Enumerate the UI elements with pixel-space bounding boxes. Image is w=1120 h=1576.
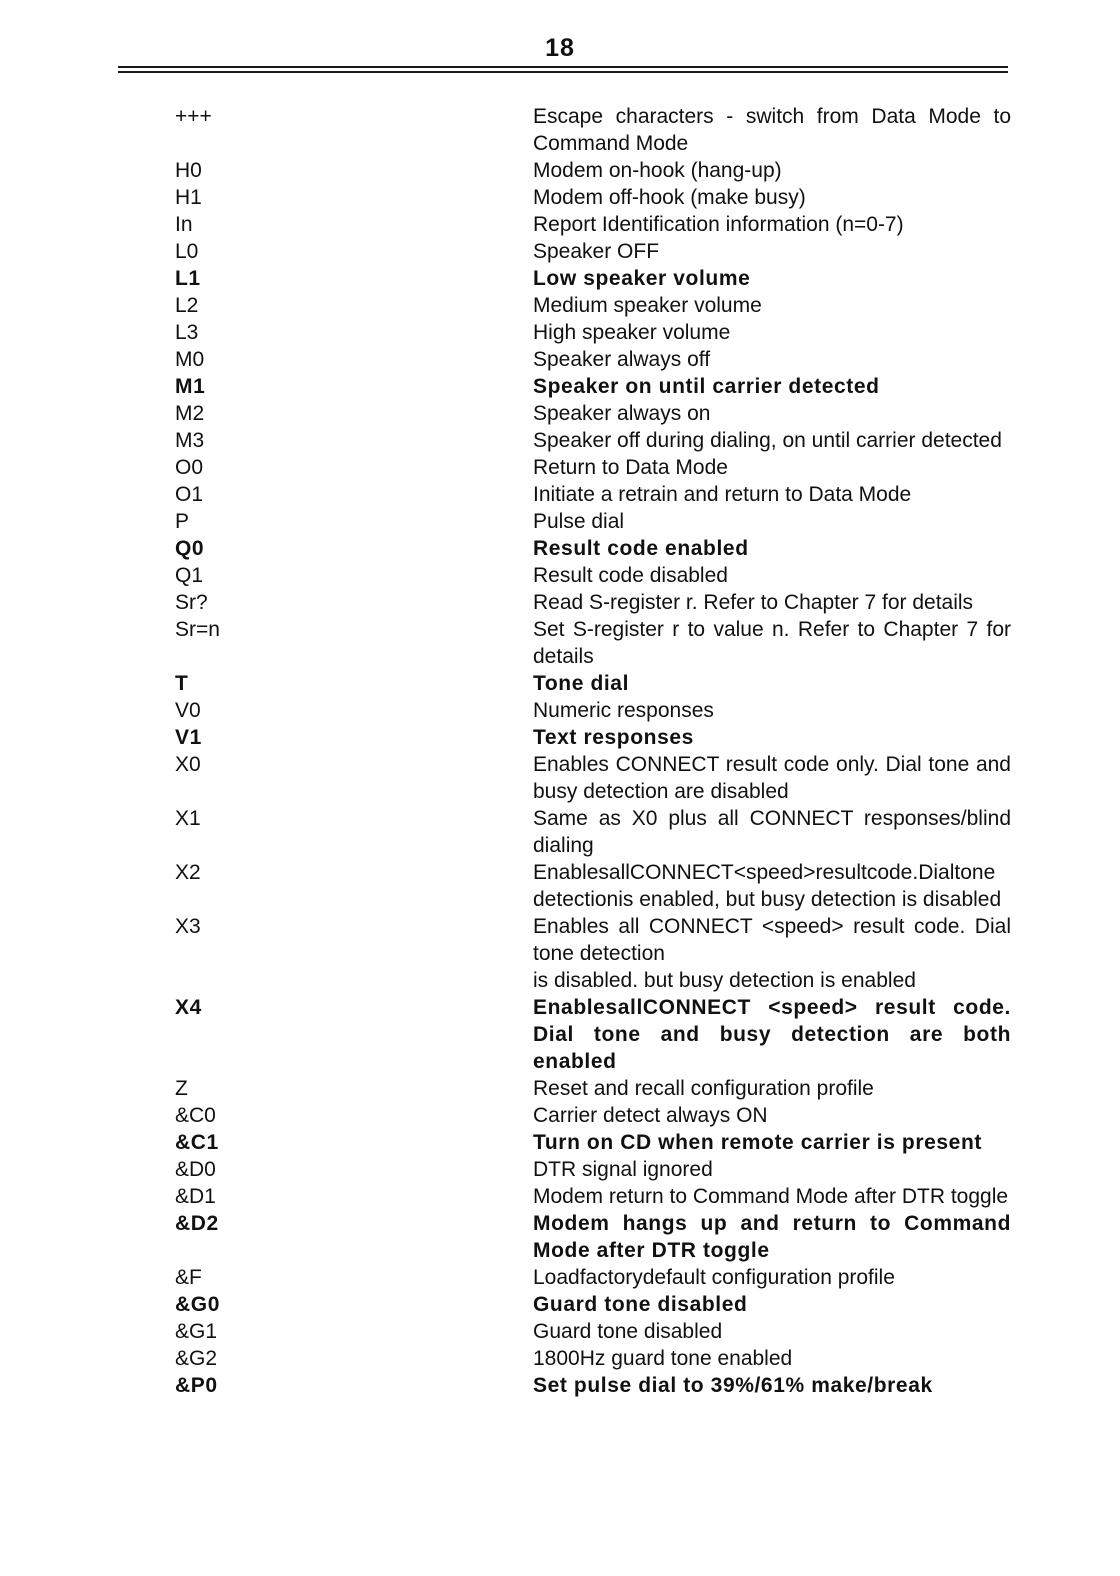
command-row: [0, 211, 1120, 238]
command-row: [0, 994, 1120, 1075]
command-code: X1: [175, 807, 201, 830]
command-row: [0, 292, 1120, 319]
command-row: [0, 1210, 1120, 1264]
command-code: &P0: [175, 1374, 218, 1397]
command-code: M3: [175, 429, 205, 452]
command-code: &C1: [175, 1131, 219, 1154]
command-description: Set pulse dial to 39%/61% make/break: [533, 1374, 933, 1397]
command-row: [0, 346, 1120, 373]
command-code: X2: [175, 861, 201, 884]
command-description: Set S-register r to value n. Refer to Chapter 7 for details: [533, 618, 1011, 668]
command-row: [0, 859, 1120, 913]
command-description: Guard tone disabled: [533, 1293, 748, 1316]
command-row: [0, 427, 1120, 454]
command-description: Enables all CONNECT <speed> result code. Dial tone detection is disabled. but busy detection is enabled: [533, 915, 1011, 992]
command-description: Modem off-hook (make busy): [533, 186, 806, 209]
command-code: L1: [175, 267, 201, 290]
command-row: [0, 1372, 1120, 1399]
command-code: Sr?: [175, 591, 208, 614]
command-code: X4: [175, 996, 202, 1019]
command-code: Q1: [175, 564, 204, 587]
command-row: [0, 1318, 1120, 1345]
command-description: Reset and recall configuration profile: [533, 1077, 874, 1100]
command-row: [0, 1291, 1120, 1318]
command-row: [0, 373, 1120, 400]
command-row: [0, 454, 1120, 481]
command-description: Speaker OFF: [533, 240, 660, 263]
command-row: [0, 265, 1120, 292]
command-code: Q0: [175, 537, 205, 560]
command-row: [0, 589, 1120, 616]
command-code: X3: [175, 915, 201, 938]
command-row: [0, 724, 1120, 751]
command-row: [0, 1264, 1120, 1291]
command-row: [0, 157, 1120, 184]
command-code: P: [175, 510, 190, 533]
command-description: Speaker always off: [533, 348, 711, 371]
command-description: Tone dial: [533, 672, 630, 695]
command-description: Report Identification information (n=0-7): [533, 213, 904, 236]
command-code: &G2: [175, 1347, 218, 1370]
command-code: M2: [175, 402, 205, 425]
command-code: O0: [175, 456, 204, 479]
command-row: [0, 535, 1120, 562]
command-code: &G1: [175, 1320, 218, 1343]
command-code: &D1: [175, 1185, 216, 1208]
command-row: [0, 400, 1120, 427]
command-description: High speaker volume: [533, 321, 731, 344]
command-description: Medium speaker volume: [533, 294, 762, 317]
command-description: Guard tone disabled: [533, 1320, 723, 1343]
command-description: Modem on-hook (hang-up): [533, 159, 782, 182]
command-row: [0, 805, 1120, 859]
command-description: Speaker on until carrier detected: [533, 375, 880, 398]
command-description: Pulse dial: [533, 510, 625, 533]
command-code: Z: [175, 1077, 188, 1100]
command-description: Escape characters - switch from Data Mode to Command Mode: [533, 105, 1011, 155]
command-row: [0, 238, 1120, 265]
command-description: Loadfactorydefault configuration profile: [533, 1266, 895, 1289]
command-description: Result code disabled: [533, 564, 728, 587]
command-description: Low speaker volume: [533, 267, 751, 290]
command-code: &C0: [175, 1104, 216, 1127]
command-description: Modem return to Command Mode after DTR toggle: [533, 1185, 1009, 1208]
command-code: L2: [175, 294, 199, 317]
command-code: V1: [175, 726, 202, 749]
command-description: EnablesallCONNECT <speed> result code. Dial tone and busy detection are both enabled: [533, 996, 1011, 1073]
command-row: [0, 562, 1120, 589]
command-description: DTR signal ignored: [533, 1158, 713, 1181]
command-row: [0, 508, 1120, 535]
command-description: 1800Hz guard tone enabled: [533, 1347, 793, 1370]
page-number: 18: [545, 34, 575, 62]
command-code: L3: [175, 321, 199, 344]
command-code: M1: [175, 375, 206, 398]
command-code: &D2: [175, 1212, 219, 1235]
command-description: Read S-register r. Refer to Chapter 7 for details: [533, 591, 974, 614]
command-code: T: [175, 672, 189, 695]
command-description: Numeric responses: [533, 699, 714, 722]
command-row: [0, 697, 1120, 724]
command-row: [0, 1129, 1120, 1156]
command-code: H0: [175, 159, 202, 182]
command-row: [0, 1156, 1120, 1183]
command-row: [0, 184, 1120, 211]
command-description: Turn on CD when remote carrier is present: [533, 1131, 982, 1154]
command-row: [0, 1183, 1120, 1210]
header-rule-top: [118, 66, 1008, 68]
command-description: Text responses: [533, 726, 694, 749]
command-row: [0, 670, 1120, 697]
command-code: Sr=n: [175, 618, 220, 641]
command-row: [0, 103, 1120, 157]
command-code: O1: [175, 483, 204, 506]
command-code: H1: [175, 186, 202, 209]
command-description: Same as X0 plus all CONNECT responses/blind dialing: [533, 807, 1011, 857]
command-description: Carrier detect always ON: [533, 1104, 768, 1127]
command-description: EnablesallCONNECT<speed>resultcode.Dialtone detectionis enabled, but busy detection is disabled: [533, 861, 1002, 911]
command-code: &D0: [175, 1158, 216, 1181]
command-code: In: [175, 213, 193, 236]
command-row: [0, 913, 1120, 994]
command-description: Result code enabled: [533, 537, 749, 560]
command-row: [0, 1075, 1120, 1102]
command-code: +++: [175, 105, 212, 128]
command-description: Speaker always on: [533, 402, 711, 425]
command-row: [0, 1345, 1120, 1372]
command-row: [0, 751, 1120, 805]
command-row: [0, 1102, 1120, 1129]
command-row: [0, 481, 1120, 508]
command-description: Initiate a retrain and return to Data Mode: [533, 483, 912, 506]
command-description: Speaker off during dialing, on until carrier detected: [533, 429, 1002, 452]
command-description: Enables CONNECT result code only. Dial tone and busy detection are disabled: [533, 753, 1011, 803]
command-description: Modem hangs up and return to Command Mode after DTR toggle: [533, 1212, 1011, 1262]
command-code: L0: [175, 240, 199, 263]
command-list: [0, 103, 1120, 1399]
command-code: M0: [175, 348, 205, 371]
command-row: [0, 616, 1120, 670]
command-code: V0: [175, 699, 201, 722]
header-rule-bottom: [118, 71, 1008, 73]
command-code: X0: [175, 753, 201, 776]
command-code: &G0: [175, 1293, 220, 1316]
command-description: Return to Data Mode: [533, 456, 728, 479]
command-code: &F: [175, 1266, 202, 1289]
command-row: [0, 319, 1120, 346]
